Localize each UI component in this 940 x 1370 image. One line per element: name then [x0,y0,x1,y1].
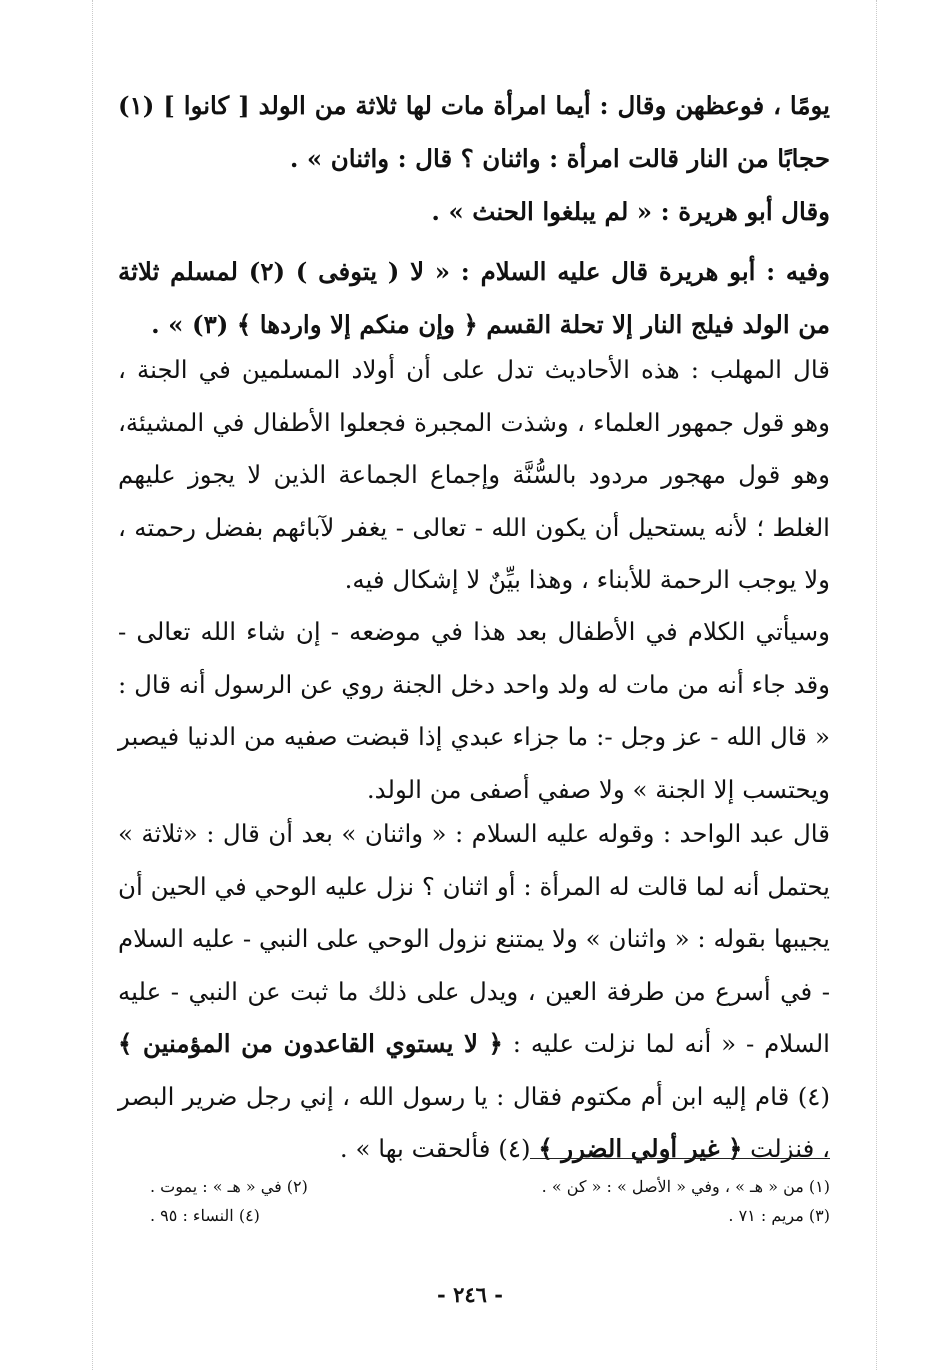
hadith-paragraph-2: وقال أبو هريرة : « لم يبلغوا الحنث » . [431,197,830,226]
footnote-row [150,1201,830,1230]
page-edge-left [92,0,93,1370]
paragraph-text: (٤) فألحقت بها » . [339,1134,539,1163]
footnote-row [150,1172,830,1201]
page-number: - ٢٤٦ - [437,1282,503,1307]
paragraph-text: قال عبد الواحد : وقوله عليه السلام : « واثنان » بعد أن قال : «ثلاثة » يحتمل أنه لما قالت له المرأة : أو اثنان ؟ نزل عليه الوحي في الحين أن يجيبها بقوله : « واثنان » ولا يمتنع نزول الوحي على النبي - عليه السلام - في أسرع من طرفة العين ، ويدل على ذلك ما ثبت عن النبي - عليه السلام - « أنه لما نزلت عليه : [118,819,830,1058]
footnote-divider [530,1158,830,1159]
hadith-paragraph-3: وفيه : أبو هريرة قال عليه السلام : « لا ( يتوفى ) (٢) لمسلم ثلاثة من الولد فيلج النار إلا تحلة القسم ﴿ وإن منكم إلا واردها ﴾ (٣) » . [118,257,830,339]
hadith-paragraph-1: يومًا ، فوعظهن وقال : أيما امرأة مات لها ثلاثة من الولد [ كانوا ] (١) حجابًا من النار قالت امرأة : واثنان ؟ قال : واثنان » . [118,91,830,173]
footnote-2: (٢) في « هـ » : يموت . [150,1177,308,1196]
page-edge-right [876,0,877,1370]
footnote-4: (٤) النساء : ٩٥ . [150,1206,260,1225]
footnotes [150,1172,830,1230]
quran-quote: ﴿ لا يستوي القاعدون من المؤمنين ﴾ [118,1029,503,1058]
commentary-paragraph-abdulwahid [118,808,866,1176]
quran-quote: ﴿ غير أولي الضرر ﴾ [538,1134,743,1163]
footnote-1: (١) من « هـ » ، وفي « الأصل » : « كن » . [541,1177,830,1196]
footnote-3: (٣) مريم : ٧١ . [728,1206,830,1225]
commentary-paragraph-muhallab: قال المهلب : هذه الأحاديث تدل على أن أولاد المسلمين في الجنة ، وهو قول جمهور العلماء ، وشذت المجبرة فجعلوا الأطفال في المشيئة، وهو قول مهجور مردود بالسُّنَّة وإجماع الجماعة الذين لا يجوز عليهم الغلط ؛ لأنه يستحيل أن يكون الله - تعالى - يغفر لآبائهم بفضل رحمته ، ولا يوجب الرحمة للأبناء ، وهذا بيِّنٌ لا إشكال فيه. [118,355,830,594]
paragraph-text: (٤) قام إليه ابن أم مكتوم فقال : يا رسول الله ، إني رجل ضرير البصر ، فنزلت [118,1081,830,1163]
commentary-paragraph-children: وسيأتي الكلام في الأطفال بعد هذا في موضعه - إن شاء الله تعالى - وقد جاء أنه من مات له ولد واحد دخل الجنة روي عن الرسول أنه قال : « قال الله - عز وجل -: ما جزاء عبدي إذا قبضت صفيه من الدنيا فيصبر ويحتسب إلا الجنة » ولا صفي أصفى من الولد. [118,617,830,804]
